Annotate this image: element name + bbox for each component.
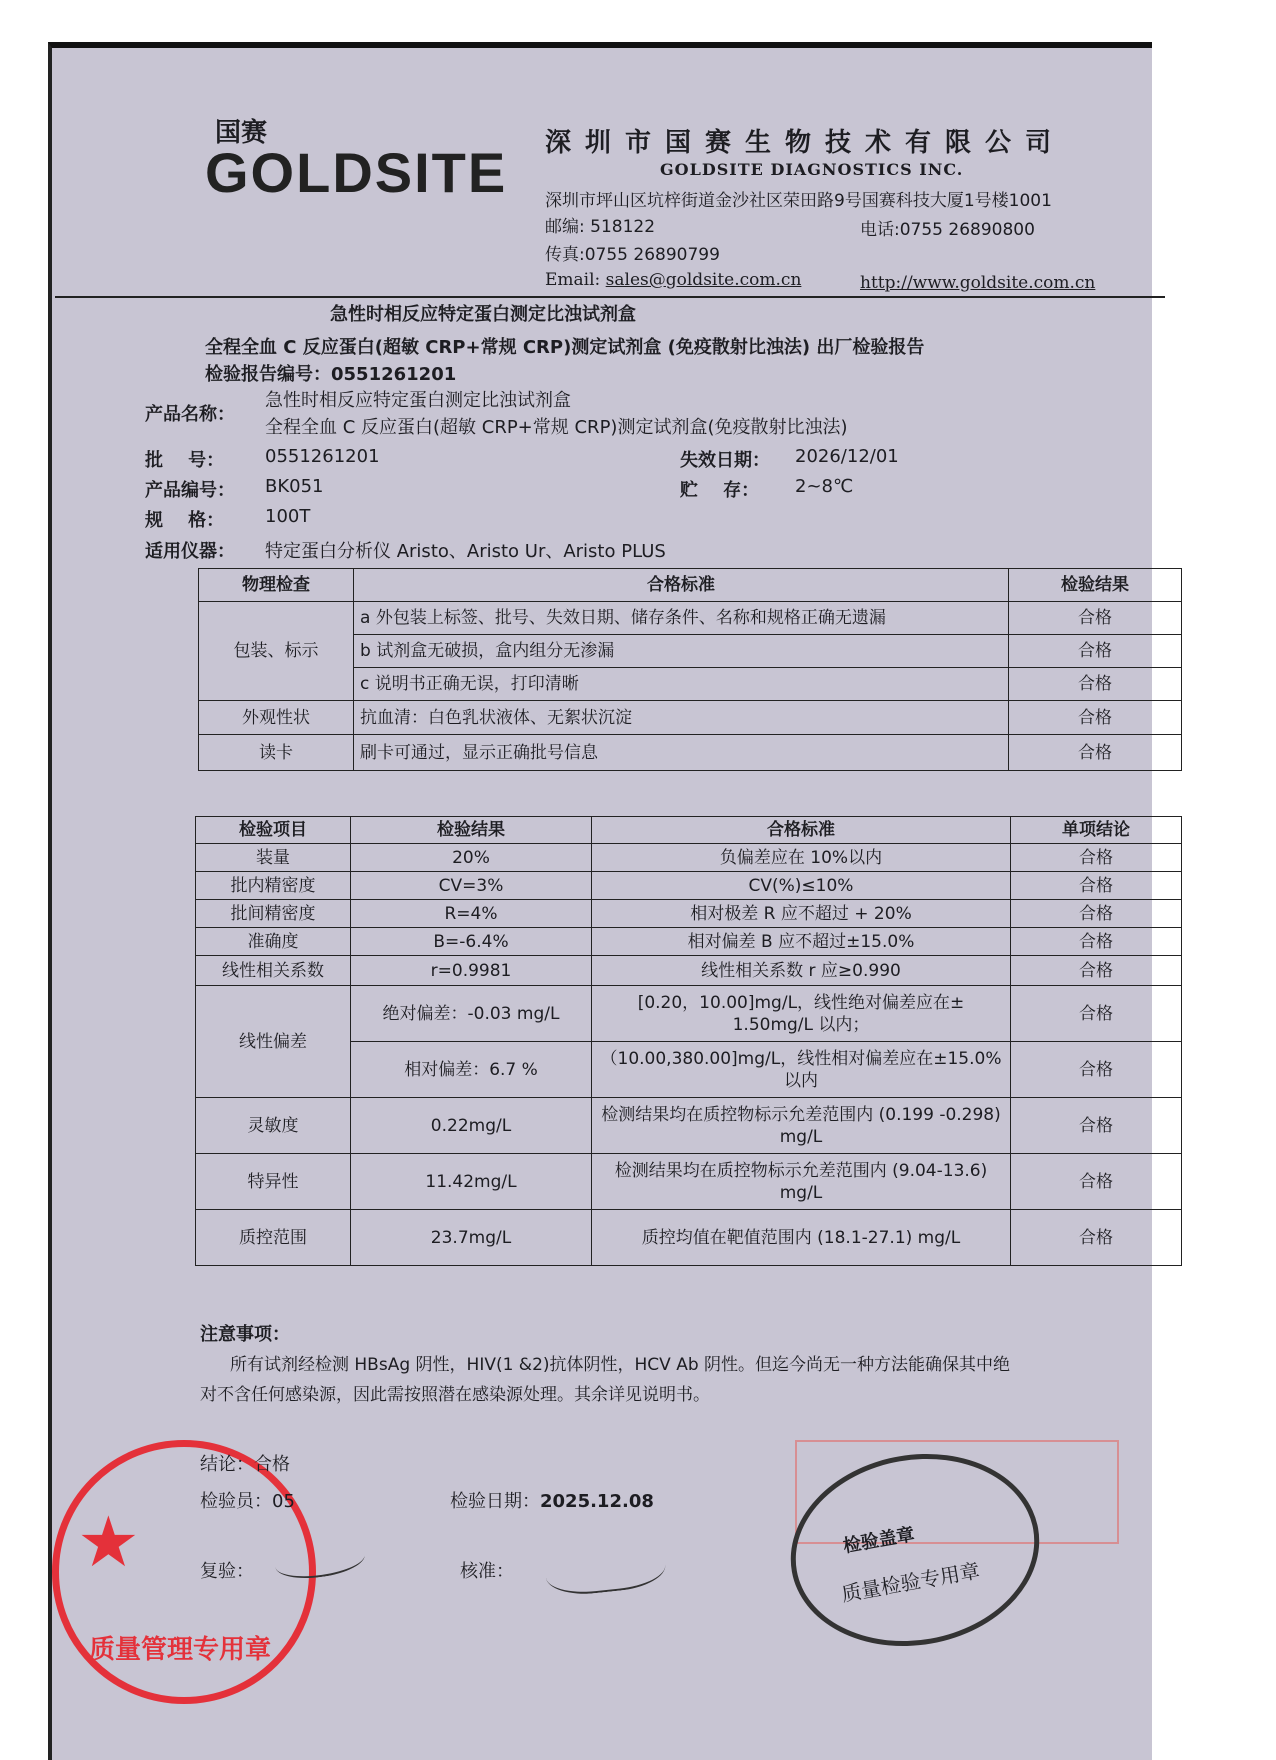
notes-text-1: 所有试剂经检测 HBsAg 阴性，HIV(1 &2)抗体阴性，HCV Ab 阴性。但迄今尚无一种方法能确保其中绝	[230, 1355, 1011, 1375]
standard-cell: 相对偏差 B 应不超过±15.0%	[592, 928, 1011, 956]
header-cell: 检验结果	[1009, 569, 1182, 602]
standard-cell: CV(%)≤10%	[592, 872, 1011, 900]
email-link[interactable]: sales@goldsite.com.cn	[605, 270, 802, 290]
physical-check-table	[198, 568, 1182, 771]
standard-cell: b 试剂盒无破损，盒内组分无渗漏	[354, 635, 1009, 668]
item-cell: 装量	[196, 844, 351, 872]
conclusion-cell: 合格	[1011, 844, 1182, 872]
stamp-text: 质量管理专用章	[89, 1635, 272, 1665]
table-row	[196, 844, 1182, 872]
instrument-value: 特定蛋白分析仪 Aristo、Aristo Ur、Aristo PLUS	[265, 541, 666, 562]
expiry-label: 失效日期：	[680, 450, 770, 471]
conclusion-cell: 合格	[1011, 928, 1182, 956]
email-label: Email:	[545, 270, 606, 290]
title-line2: 全程全血 C 反应蛋白(超敏 CRP+常规 CRP)测定试剂盒 (免疫散射比浊法) 出厂检验报告	[205, 337, 925, 358]
standard-cell: a 外包装上标签、批号、失效日期、储存条件、名称和规格正确无遗漏	[354, 602, 1009, 635]
item-cell: 读卡	[199, 735, 354, 771]
item-cell: 批间精密度	[196, 900, 351, 928]
table-row	[199, 701, 1182, 735]
item-cell: 包装、标示	[199, 602, 354, 701]
conclusion-cell: 合格	[1011, 1098, 1182, 1154]
standard-cell: 检测结果均在质控物标示允差范围内 (9.04-13.6) mg/L	[592, 1154, 1011, 1210]
item-cell: 外观性状	[199, 701, 354, 735]
result-cell: B=-6.4%	[351, 928, 592, 956]
conclusion-cell: 合格	[1011, 872, 1182, 900]
result-cell: R=4%	[351, 900, 592, 928]
standard-cell: 负偏差应在 10%以内	[592, 844, 1011, 872]
approve-label: 核准：	[460, 1561, 514, 1582]
table-row	[196, 872, 1182, 900]
goldsite-logo: GOLDSITE	[205, 141, 508, 204]
product-name-label: 产品名称：	[145, 404, 235, 425]
result-cell: 绝对偏差：-0.03 mg/L	[351, 986, 592, 1042]
header-cell: 单项结论	[1011, 817, 1182, 844]
item-cell: 灵敏度	[196, 1098, 351, 1154]
product-name-1: 急性时相反应特定蛋白测定比浊试剂盒	[265, 390, 571, 411]
instrument-label: 适用仪器：	[145, 541, 235, 562]
spec-value: 100T	[265, 506, 311, 527]
spec-label: 规 格：	[145, 510, 225, 531]
header-cell: 检验结果	[351, 817, 592, 844]
item-cell: 质控范围	[196, 1210, 351, 1266]
result-cell: CV=3%	[351, 872, 592, 900]
conclusion-value: 合格	[254, 1454, 290, 1475]
report-number: 检验报告编号：0551261201	[205, 364, 457, 385]
result-cell: r=0.9981	[351, 956, 592, 986]
storage-value: 2~8℃	[795, 476, 854, 497]
item-cell: 线性偏差	[196, 986, 351, 1098]
notes-text-2: 对不含任何感染源，因此需按照潜在感染源处理。其余详见说明书。	[200, 1385, 710, 1405]
conclusion-cell: 合格	[1011, 986, 1182, 1042]
stamp-text: 质量检验专用章	[839, 1558, 982, 1607]
result-cell: 0.22mg/L	[351, 1098, 592, 1154]
header-cell: 合格标准	[592, 817, 1011, 844]
item-cell: 批内精密度	[196, 872, 351, 900]
table-row	[196, 1098, 1182, 1154]
result-cell: 相对偏差：6.7 %	[351, 1042, 592, 1098]
batch-label: 批 号：	[145, 450, 225, 471]
address: 深圳市坪山区坑梓街道金沙社区荣田路9号国赛科技大厦1号楼1001	[545, 191, 1052, 211]
result-cell: 11.42mg/L	[351, 1154, 592, 1210]
item-cell: 准确度	[196, 928, 351, 956]
postcode: 邮编: 518122	[545, 217, 656, 237]
expiry-value: 2026/12/01	[795, 446, 899, 467]
batch-value: 0551261201	[265, 446, 380, 467]
result-cell: 20%	[351, 844, 592, 872]
conclusion-cell: 合格	[1011, 900, 1182, 928]
standard-cell: 相对极差 R 应不超过 + 20%	[592, 900, 1011, 928]
result-cell: 合格	[1009, 735, 1182, 771]
result-cell: 合格	[1009, 701, 1182, 735]
product-name-2: 全程全血 C 反应蛋白(超敏 CRP+常规 CRP)测定试剂盒(免疫散射比浊法)	[265, 417, 848, 438]
table-row	[196, 986, 1182, 1042]
company-name-en: GOLDSITE DIAGNOSTICS INC.	[660, 160, 964, 179]
date-label: 检验日期：	[450, 1491, 540, 1512]
date-value: 2025.12.08	[540, 1491, 654, 1512]
star-icon: ★	[77, 1501, 140, 1583]
conclusion-cell: 合格	[1011, 956, 1182, 986]
conclusion-label: 结论：	[200, 1454, 254, 1475]
code-label: 产品编号：	[145, 480, 235, 501]
header-cell: 合格标准	[354, 569, 1009, 602]
table-row	[199, 735, 1182, 771]
table-row	[196, 1210, 1182, 1266]
inspector-value: 05	[272, 1491, 295, 1512]
quality-management-stamp	[52, 1440, 316, 1704]
item-cell: 线性相关系数	[196, 956, 351, 986]
recheck-label: 复验：	[200, 1561, 254, 1582]
conclusion-cell: 合格	[1011, 1042, 1182, 1098]
header-divider	[55, 296, 1165, 298]
conclusion-cell: 合格	[1011, 1210, 1182, 1266]
header-cell: 检验项目	[196, 817, 351, 844]
standard-cell: 检测结果均在质控物标示允差范围内 (0.199 -0.298) mg/L	[592, 1098, 1011, 1154]
table-row	[196, 928, 1182, 956]
company-name-cn: 深圳市国赛生物技术有限公司	[545, 128, 1066, 158]
result-cell: 合格	[1009, 635, 1182, 668]
website-link[interactable]: http://www.goldsite.com.cn	[860, 273, 1096, 293]
table-row	[196, 1154, 1182, 1210]
storage-label: 贮 存：	[680, 480, 760, 501]
result-cell: 23.7mg/L	[351, 1210, 592, 1266]
standard-cell: 质控均值在靶值范围内 (18.1-27.1) mg/L	[592, 1210, 1011, 1266]
conclusion-cell: 合格	[1011, 1154, 1182, 1210]
standard-cell: （10.00,380.00]mg/L，线性相对偏差应在±15.0%以内	[592, 1042, 1011, 1098]
standard-cell: 线性相关系数 r 应≥0.990	[592, 956, 1011, 986]
table-row	[196, 900, 1182, 928]
result-cell: 合格	[1009, 668, 1182, 701]
logo-cn: 国赛	[215, 118, 268, 148]
phone: 电话:0755 26890800	[860, 220, 1035, 240]
standard-cell: 抗血清：白色乳状液体、无絮状沉淀	[354, 701, 1009, 735]
stamp-text: 检验盖章	[841, 1524, 917, 1558]
notes-title: 注意事项：	[200, 1324, 290, 1345]
standard-cell: [0.20，10.00]mg/L，线性绝对偏差应在± 1.50mg/L 以内；	[592, 986, 1011, 1042]
title-line1: 急性时相反应特定蛋白测定比浊试剂盒	[330, 304, 636, 325]
test-results-table	[195, 816, 1182, 1266]
item-cell: 特异性	[196, 1154, 351, 1210]
standard-cell: 刷卡可通过，显示正确批号信息	[354, 735, 1009, 771]
code-value: BK051	[265, 476, 324, 497]
fax: 传真:0755 26890799	[545, 245, 720, 265]
table-row	[199, 602, 1182, 635]
inspector-label: 检验员：	[200, 1491, 272, 1512]
result-cell: 合格	[1009, 602, 1182, 635]
standard-cell: c 说明书正确无误，打印清晰	[354, 668, 1009, 701]
header-cell: 物理检查	[199, 569, 354, 602]
table-row	[196, 956, 1182, 986]
